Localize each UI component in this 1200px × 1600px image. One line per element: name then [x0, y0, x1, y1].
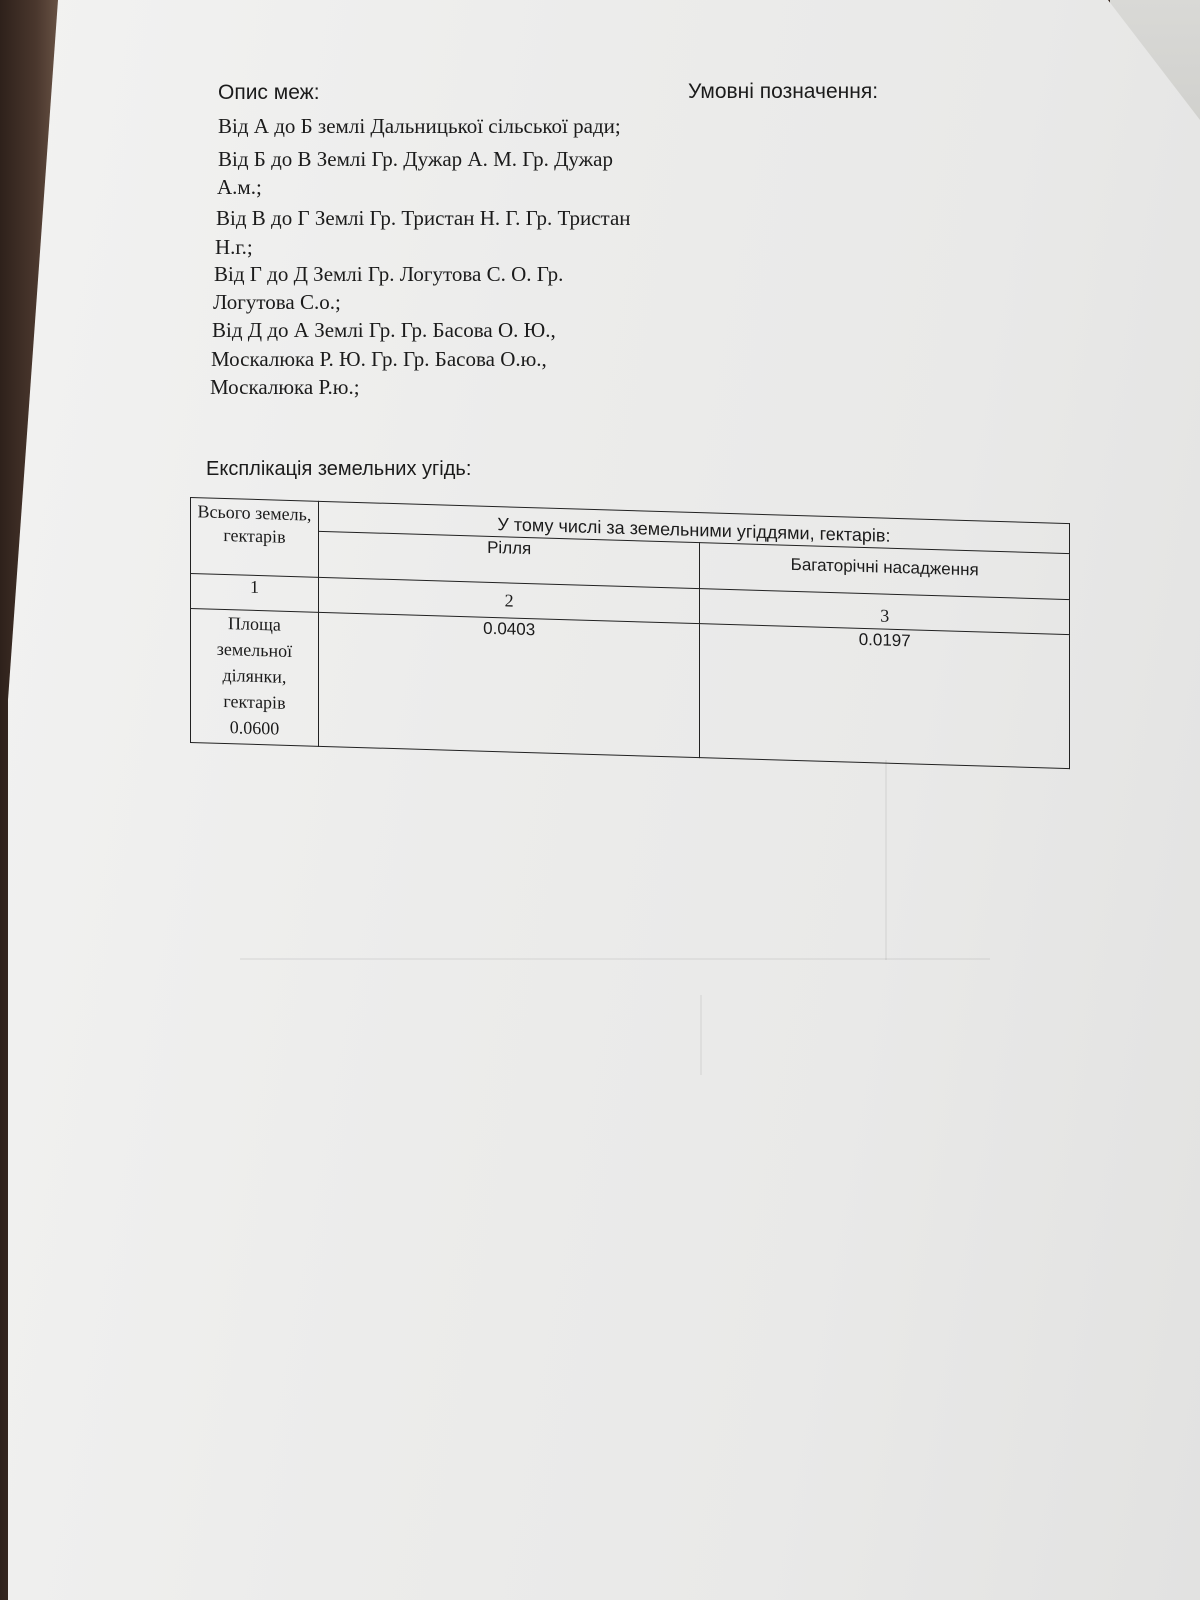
row-area-label-text: Площа земельної ділянки, гектарів — [216, 612, 293, 713]
boundary-line: Від Д до А Землі Гр. Гр. Басова О. Ю., — [212, 318, 556, 342]
column-number-2: 2 — [318, 578, 699, 624]
arable-area-value: 0.0403 — [318, 612, 699, 758]
boundary-line: А.м.; — [217, 175, 262, 199]
column-perennial: Багаторічні насадження — [700, 543, 1070, 600]
boundary-line: Н.г.; — [215, 235, 253, 259]
boundaries-title: Опис меж: — [218, 81, 320, 104]
boundary-line: Москалюка Р.ю.; — [210, 375, 360, 399]
boundary-line: Логутова С.о.; — [213, 290, 341, 314]
header-including: У тому числі за земельними угіддями, гектарів: — [318, 501, 1069, 554]
column-arable: Рілля — [318, 532, 699, 589]
show-through-line — [885, 760, 887, 960]
boundary-line: Від А до Б землі Дальницької сільської ради; — [218, 114, 621, 138]
total-area-value: 0.0600 — [229, 717, 280, 739]
show-through-line — [240, 958, 990, 960]
boundary-line: Москалюка Р. Ю. Гр. Гр. Басова О.ю., — [211, 347, 547, 371]
boundary-line: Від Г до Д Землі Гр. Логутова С. О. Гр. — [214, 262, 564, 286]
explication-title: Експлікація земельних угідь: — [206, 458, 472, 480]
explication-table-wrap — [190, 497, 1070, 769]
boundary-line: Від Б до В Землі Гр. Дужар А. М. Гр. Дужар — [218, 147, 613, 171]
legend-title: Умовні позначення: — [688, 80, 879, 103]
boundary-line: Від В до Г Землі Гр. Тристан Н. Г. Гр. Тристан — [216, 206, 631, 230]
show-through-line — [700, 995, 702, 1075]
perennial-area-value: 0.0197 — [700, 623, 1070, 768]
row-area-label — [191, 608, 319, 746]
column-number-3: 3 — [700, 589, 1070, 634]
column-number-1: 1 — [191, 574, 319, 612]
explication-table — [190, 497, 1070, 769]
header-total: Всього земель, гектарів — [191, 498, 319, 578]
